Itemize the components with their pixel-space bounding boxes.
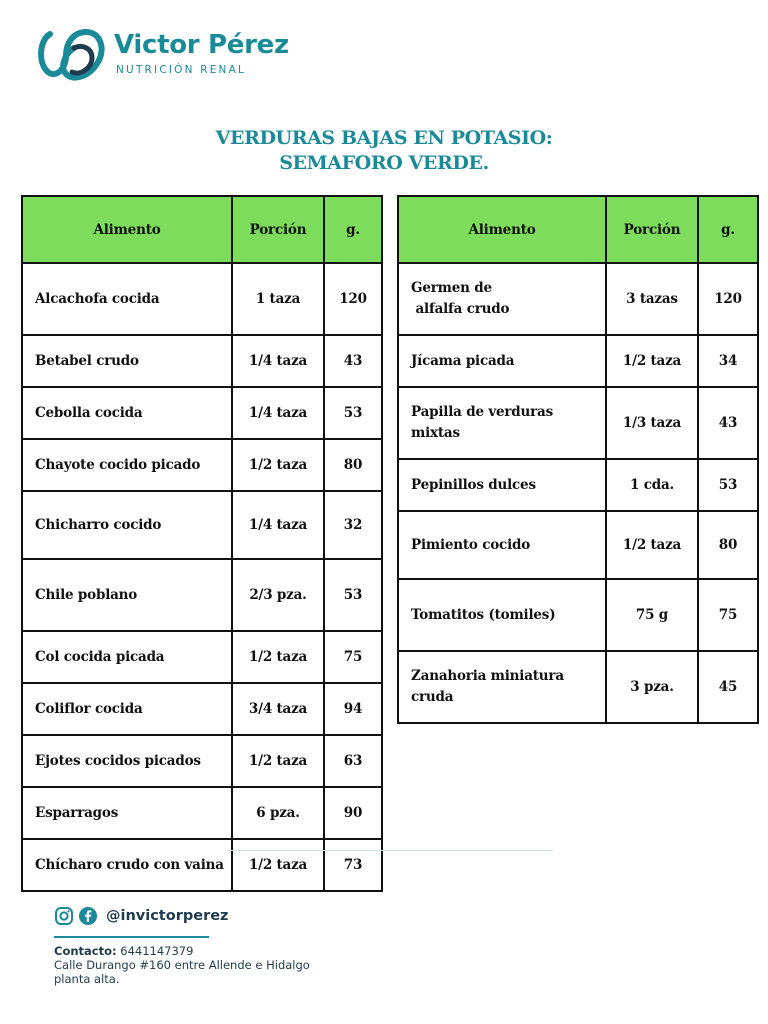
- grams-cell: 32: [324, 491, 382, 559]
- grams-cell: 34: [698, 335, 758, 387]
- logo-mark-icon: [36, 26, 108, 84]
- contact-label: Contacto:: [54, 944, 117, 958]
- grams-cell: 45: [698, 651, 758, 723]
- portion-cell: 1/2 taza: [606, 511, 698, 579]
- brand-logo: [36, 24, 296, 84]
- left-food-table: [21, 195, 383, 892]
- portion-cell: 3 pza.: [606, 651, 698, 723]
- portion-cell: 1/4 taza: [232, 491, 324, 559]
- social-row: [54, 904, 310, 928]
- table-row: [22, 439, 382, 491]
- grams-cell: 73: [324, 839, 382, 891]
- food-line-1: Germen de: [411, 280, 492, 296]
- food-line-2: mixtas: [411, 425, 460, 441]
- table-row: [22, 263, 382, 335]
- portion-cell: 1/3 taza: [606, 387, 698, 459]
- facebook-icon[interactable]: [78, 906, 98, 926]
- table-header-row: [398, 196, 758, 263]
- portion-cell: 3 tazas: [606, 263, 698, 335]
- portion-cell: 1/2 taza: [232, 631, 324, 683]
- table-row: [398, 335, 758, 387]
- grams-cell: 120: [324, 263, 382, 335]
- portion-cell: 1/2 taza: [232, 735, 324, 787]
- grams-cell: 43: [698, 387, 758, 459]
- portion-cell: 75 g: [606, 579, 698, 651]
- food-cell: Pepinillos dulces: [398, 459, 606, 511]
- right-food-table: [397, 195, 759, 724]
- grams-cell: 94: [324, 683, 382, 735]
- food-cell: Chile poblano: [22, 559, 232, 631]
- food-cell: Ejotes cocidos picados: [22, 735, 232, 787]
- grams-cell: 75: [698, 579, 758, 651]
- food-cell: [398, 263, 606, 335]
- food-line-1: Papilla de verduras: [411, 404, 553, 420]
- portion-cell: 2/3 pza.: [232, 559, 324, 631]
- column-header-portion: Porción: [606, 196, 698, 263]
- grams-cell: 43: [324, 335, 382, 387]
- food-cell: Chicharro cocido: [22, 491, 232, 559]
- table-row: [22, 839, 382, 891]
- portion-cell: 1/2 taza: [606, 335, 698, 387]
- food-line-2: alfalfa crudo: [411, 301, 510, 317]
- food-cell: [398, 387, 606, 459]
- food-cell: Cebolla cocida: [22, 387, 232, 439]
- column-header-food: Alimento: [398, 196, 606, 263]
- grams-cell: 120: [698, 263, 758, 335]
- food-cell: Alcachofa cocida: [22, 263, 232, 335]
- instagram-icon[interactable]: [54, 906, 74, 926]
- table-row: [398, 459, 758, 511]
- food-line-2: cruda: [411, 689, 454, 705]
- food-cell: Col cocida picada: [22, 631, 232, 683]
- contact-address-line-1: Calle Durango #160 entre Allende e Hidalgo: [54, 958, 310, 972]
- column-header-grams: g.: [698, 196, 758, 263]
- portion-cell: 1/2 taza: [232, 439, 324, 491]
- grams-cell: 53: [324, 559, 382, 631]
- food-cell: Chícharo crudo con vaina: [22, 839, 232, 891]
- table-row: [22, 631, 382, 683]
- food-cell: Chayote cocido picado: [22, 439, 232, 491]
- social-handle[interactable]: @invictorperez: [106, 908, 229, 924]
- grams-cell: 80: [698, 511, 758, 579]
- column-header-portion: Porción: [232, 196, 324, 263]
- food-line-1: Zanahoria miniatura: [411, 668, 564, 684]
- grams-cell: 53: [324, 387, 382, 439]
- table-row: [22, 787, 382, 839]
- table-row: [22, 335, 382, 387]
- table-row: [398, 651, 758, 723]
- food-cell: Jícama picada: [398, 335, 606, 387]
- table-row: [22, 387, 382, 439]
- table-row: [22, 491, 382, 559]
- brand-tagline: NUTRICIÓN RENAL: [116, 64, 247, 76]
- portion-cell: 6 pza.: [232, 787, 324, 839]
- food-cell: Betabel crudo: [22, 335, 232, 387]
- contact-phone-line: [54, 944, 310, 958]
- column-header-food: Alimento: [22, 196, 232, 263]
- grams-cell: 90: [324, 787, 382, 839]
- food-cell: Coliflor cocida: [22, 683, 232, 735]
- title-line-1: VERDURAS BAJAS EN POTASIO:: [215, 127, 553, 149]
- table-row: [22, 559, 382, 631]
- portion-cell: 1/4 taza: [232, 387, 324, 439]
- grams-cell: 63: [324, 735, 382, 787]
- contact-block: [54, 944, 310, 986]
- contact-phone: 6441147379: [120, 944, 194, 958]
- footer-divider: [54, 936, 209, 938]
- portion-cell: 1 taza: [232, 263, 324, 335]
- food-cell: Esparragos: [22, 787, 232, 839]
- table-row: [398, 511, 758, 579]
- table-row: [398, 387, 758, 459]
- food-cell: Tomatitos (tomiles): [398, 579, 606, 651]
- food-cell: [398, 651, 606, 723]
- brand-name: Victor Pérez: [114, 30, 289, 60]
- grams-cell: 75: [324, 631, 382, 683]
- table-row: [22, 735, 382, 787]
- table-header-row: [22, 196, 382, 263]
- table-row: [398, 263, 758, 335]
- document-title: [0, 126, 768, 176]
- portion-cell: 3/4 taza: [232, 683, 324, 735]
- title-line-2: SEMAFORO VERDE.: [279, 152, 489, 174]
- food-cell: Pimiento cocido: [398, 511, 606, 579]
- table-row: [398, 579, 758, 651]
- portion-cell: 1 cda.: [606, 459, 698, 511]
- divider: [230, 850, 553, 851]
- portion-cell: 1/4 taza: [232, 335, 324, 387]
- column-header-grams: g.: [324, 196, 382, 263]
- portion-cell: 1/2 taza: [232, 839, 324, 891]
- grams-cell: 53: [698, 459, 758, 511]
- grams-cell: 80: [324, 439, 382, 491]
- contact-address-line-2: planta alta.: [54, 972, 120, 986]
- table-row: [22, 683, 382, 735]
- footer: [54, 904, 310, 986]
